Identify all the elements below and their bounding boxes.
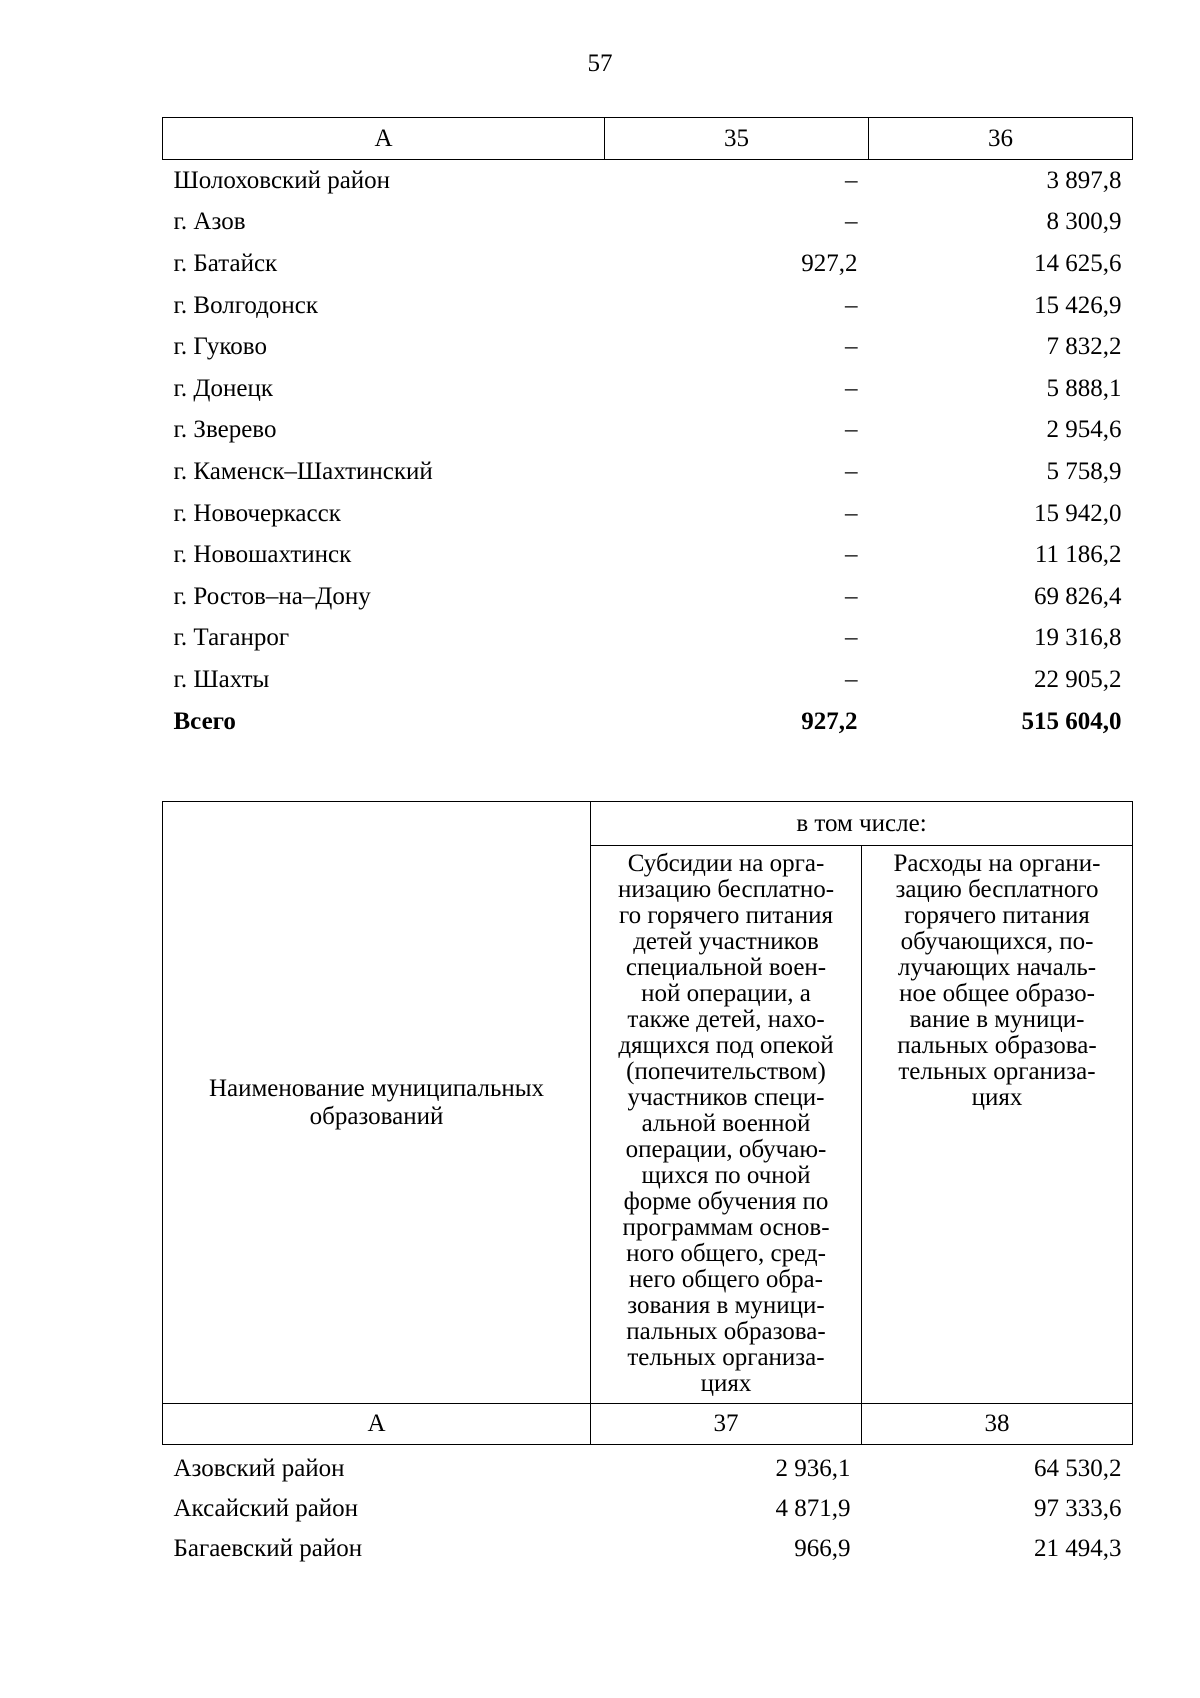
column-header-a: А xyxy=(163,118,605,160)
municipality-name: г. Шахты xyxy=(173,665,270,693)
header-text-line: тельных организа- xyxy=(627,1344,825,1371)
total-col-36: 515 604,0 xyxy=(1021,707,1122,735)
column-header-35: 35 xyxy=(605,118,869,160)
table-row xyxy=(163,368,1133,410)
table-row xyxy=(163,451,1133,493)
table-header-row xyxy=(163,118,1133,160)
column-number-row xyxy=(163,1404,1133,1445)
municipality-name: г. Волгодонск xyxy=(173,291,319,319)
header-text-line: лучающих началь- xyxy=(897,954,1097,981)
column-header-36: 36 xyxy=(869,118,1133,160)
value-col-36: 2 954,6 xyxy=(1046,416,1122,444)
column-number-37: 37 xyxy=(591,1404,862,1445)
value-col-37: 4 871,9 xyxy=(775,1495,851,1522)
value-col-35: – xyxy=(845,374,858,402)
column-number-38: 38 xyxy=(862,1404,1133,1445)
header-text-line: ного общего, сред- xyxy=(626,1240,826,1267)
header-text-line: низацию бесплатно- xyxy=(617,876,835,903)
value-col-35: – xyxy=(845,624,858,652)
municipality-name: Багаевский район xyxy=(173,1535,363,1562)
value-col-36: 8 300,9 xyxy=(1046,208,1122,236)
column-header-38-expenses xyxy=(862,846,1133,1404)
value-col-36: 7 832,2 xyxy=(1046,333,1122,361)
value-col-36: 11 186,2 xyxy=(1034,541,1122,569)
header-text-line: ное общее образо- xyxy=(899,980,1095,1007)
header-text-line: пальных образова- xyxy=(897,1032,1097,1059)
header-text-line: обучающихся, по- xyxy=(900,928,1094,955)
header-text-line: горячего питания xyxy=(904,902,1090,929)
value-col-35: – xyxy=(845,208,858,236)
table-row xyxy=(163,1489,1133,1529)
municipality-name: г. Ростов–на–Дону xyxy=(173,582,371,610)
header-text-line: пальных образова- xyxy=(626,1318,826,1345)
header-text-line: участников специ- xyxy=(627,1084,825,1111)
header-text-line: Расходы на органи- xyxy=(893,850,1101,877)
value-col-35: – xyxy=(845,665,858,693)
header-text-line: вание в муници- xyxy=(909,1006,1085,1033)
municipality-name: Шолоховский район xyxy=(173,166,391,194)
total-col-35: 927,2 xyxy=(801,707,858,735)
value-col-36: 19 316,8 xyxy=(1034,624,1122,652)
municipality-name: Азовский район xyxy=(173,1455,345,1482)
page-number: 57 xyxy=(587,50,613,77)
value-col-36: 14 625,6 xyxy=(1034,249,1122,277)
value-col-35: – xyxy=(845,166,858,194)
header-text-line: щихся по очной xyxy=(641,1162,811,1189)
value-col-36: 15 942,0 xyxy=(1034,499,1122,527)
header-text-line: также детей, нахо- xyxy=(627,1006,825,1033)
table-header-row xyxy=(163,802,1133,846)
municipality-name: г. Азов xyxy=(173,208,246,236)
municipality-name: Аксайский район xyxy=(173,1495,359,1522)
table-row xyxy=(163,659,1133,701)
header-text-line: детей участников xyxy=(633,928,819,955)
header-text-line: зования в муници- xyxy=(627,1292,825,1319)
budget-table-37-38 xyxy=(162,801,1133,1569)
municipality-name: г. Гуково xyxy=(173,333,267,361)
value-col-36: 69 826,4 xyxy=(1034,582,1122,610)
value-col-37: 2 936,1 xyxy=(775,1455,851,1482)
table-row xyxy=(163,202,1133,244)
value-col-38: 21 494,3 xyxy=(1034,1535,1122,1562)
table-row xyxy=(163,534,1133,576)
header-text-line: специальной воен- xyxy=(625,954,827,981)
table-body xyxy=(163,1445,1133,1570)
value-col-35: – xyxy=(845,541,858,569)
table-row xyxy=(163,576,1133,618)
value-col-35: – xyxy=(845,291,858,319)
municipality-name: г. Новошахтинск xyxy=(173,541,352,569)
header-text-line: циях xyxy=(700,1370,752,1397)
column-header-37-subsidies xyxy=(591,846,862,1404)
table-row xyxy=(163,285,1133,327)
value-col-35: – xyxy=(845,582,858,610)
municipality-name: г. Таганрог xyxy=(173,624,290,652)
header-text-line: операции, обучаю- xyxy=(625,1136,827,1163)
value-col-36: 5 758,9 xyxy=(1046,457,1122,485)
value-col-35: 927,2 xyxy=(801,249,858,277)
table-row xyxy=(163,493,1133,535)
header-text-line: Субсидии на орга- xyxy=(627,850,825,877)
header-text-line: него общего обра- xyxy=(629,1266,823,1293)
value-col-35: – xyxy=(845,333,858,361)
table-row xyxy=(163,243,1133,285)
total-label: Всего xyxy=(173,707,236,735)
value-col-37: 966,9 xyxy=(794,1535,851,1562)
header-text-line: альной военной xyxy=(641,1110,811,1137)
table-row xyxy=(163,326,1133,368)
municipality-name: г. Новочеркасск xyxy=(173,499,341,527)
header-text-line: циях xyxy=(971,1084,1023,1111)
including-header: в том числе: xyxy=(591,802,1133,846)
header-text-line: зацию бесплатного xyxy=(895,876,1099,903)
header-text-line: тельных организа- xyxy=(898,1058,1096,1085)
municipality-name: г. Зверево xyxy=(173,416,277,444)
table-body xyxy=(163,160,1133,743)
value-col-36: 3 897,8 xyxy=(1046,166,1122,194)
total-row xyxy=(163,701,1133,743)
header-text-line: (попечительством) xyxy=(626,1058,826,1085)
table-row xyxy=(163,160,1133,202)
municipality-name: г. Каменск–Шахтинский xyxy=(173,457,433,485)
header-text-line: ной операции, а xyxy=(641,980,811,1007)
header-text-line: дящихся под опекой xyxy=(618,1032,834,1059)
value-col-36: 5 888,1 xyxy=(1046,374,1122,402)
value-col-36: 22 905,2 xyxy=(1034,665,1122,693)
municipality-name: г. Батайск xyxy=(173,249,278,277)
budget-table-35-36 xyxy=(162,117,1133,742)
table-row xyxy=(163,1529,1133,1569)
column-number-a: А xyxy=(163,1404,591,1445)
header-text-line: форме обучения по xyxy=(623,1188,829,1215)
table-row xyxy=(163,410,1133,452)
value-col-35: – xyxy=(845,457,858,485)
value-col-36: 15 426,9 xyxy=(1034,291,1122,319)
table-row xyxy=(163,618,1133,660)
header-text-line: программам основ- xyxy=(622,1214,830,1241)
value-col-38: 64 530,2 xyxy=(1034,1455,1122,1482)
value-col-38: 97 333,6 xyxy=(1034,1495,1122,1522)
header-text-line: го горячего питания xyxy=(619,902,833,929)
table-row xyxy=(163,1445,1133,1490)
municipality-name-header: Наименование муниципальных образований xyxy=(163,802,591,1404)
value-col-35: – xyxy=(845,499,858,527)
municipality-name: г. Донецк xyxy=(173,374,273,402)
value-col-35: – xyxy=(845,416,858,444)
